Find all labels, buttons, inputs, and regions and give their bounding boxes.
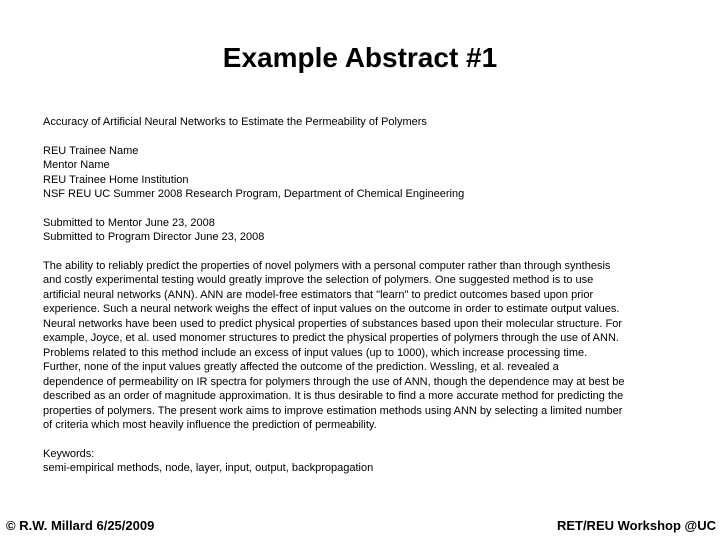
- workshop-footer: RET/REU Workshop @UC: [556, 518, 716, 533]
- copyright-footer: © R.W. Millard 6/25/2009: [6, 518, 155, 533]
- program-affiliation: NSF REU UC Summer 2008 Research Program, Department of Chemical Engineering: [43, 188, 465, 200]
- abstract-line: Neural networks have been used to predict physical properties of substances based upon their molecular structure. For: [43, 317, 623, 330]
- keywords-block: [43, 447, 681, 476]
- trainee-name: REU Trainee Name: [43, 144, 139, 157]
- abstract-line: The ability to reliably predict the properties of novel polymers with a personal computer rather than through synthesis: [43, 259, 611, 272]
- paper-title-block: [43, 115, 681, 130]
- submitted-to-director: Submitted to Program Director June 23, 2008: [43, 231, 265, 243]
- abstract-line: Further, none of the input values greatly affected the outcome of the prediction. Wessling, et al. revealed a: [43, 361, 559, 373]
- abstract-line: Problems related to this method include an excess of input values (up to 1000), which increase processing time.: [43, 346, 588, 359]
- abstract-line: described as an order of magnitude approximation. It is thus desirable to find a more accurate method for predicting the: [43, 390, 624, 402]
- abstract-line: dependence of permeability on IR spectra for polymers through the use of ANN, though the dependence may at best be: [43, 375, 625, 388]
- keywords-label: Keywords:: [43, 447, 95, 460]
- keywords-list: semi-empirical methods, node, layer, input, output, backpropagation: [43, 462, 374, 474]
- mentor-name: Mentor Name: [43, 159, 110, 171]
- abstract-line: of criteria which most heavily influence the prediction of permeability.: [43, 419, 377, 431]
- home-institution: REU Trainee Home Institution: [43, 173, 189, 186]
- abstract-line: example, Joyce, et al. used monomer structures to predict the physical properties of polymers through the use of ANN.: [43, 332, 619, 344]
- abstract-line: artificial neural networks (ANN). ANN are model-free estimators that "learn" to predict outcomes based upon prior: [43, 288, 594, 301]
- author-block: [43, 144, 681, 202]
- paper-title: Accuracy of Artificial Neural Networks to Estimate the Permeability of Polymers: [43, 116, 427, 128]
- abstract-line: properties of polymers. The present work aims to improve estimation methods using ANN by selecting a limited number: [43, 404, 623, 417]
- abstract-line: and costly experimental testing would greatly improve the selection of polymers. One suggested method is to use: [43, 274, 594, 286]
- submitted-to-mentor: Submitted to Mentor June 23, 2008: [43, 216, 215, 229]
- abstract-content: [43, 115, 681, 490]
- abstract-body: [43, 259, 681, 433]
- abstract-line: experience. Such a neural network weighs the effect of input values on the outcome in order to estimate output values.: [43, 303, 620, 315]
- submission-block: [43, 216, 681, 245]
- slide-title: Example Abstract #1: [222, 42, 498, 73]
